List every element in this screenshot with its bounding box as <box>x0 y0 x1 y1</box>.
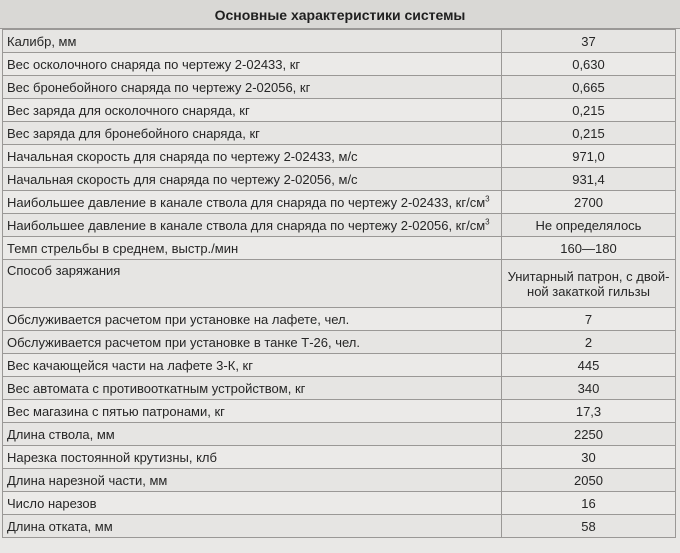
param-text: Наибольшее давление в канале ствола для снаряда по чертежу 2-02056, кг/см <box>7 217 486 233</box>
table-row <box>3 446 676 469</box>
param-cell: Вес автомата с противооткатным устройством, кг <box>3 377 502 400</box>
table-row <box>3 53 676 76</box>
value-cell: 7 <box>502 308 676 331</box>
value-cell: 37 <box>502 30 676 53</box>
value-cell: 0,630 <box>502 53 676 76</box>
value-cell: 2250 <box>502 423 676 446</box>
param-cell: Обслуживается расчетом при установке в танке Т-26, чел. <box>3 331 502 354</box>
param-cell <box>3 214 502 237</box>
table-row <box>3 260 676 308</box>
param-cell: Вес качающейся части на лафете 3-К, кг <box>3 354 502 377</box>
value-cell: 0,665 <box>502 76 676 99</box>
table-row <box>3 469 676 492</box>
param-cell: Вес магазина с пятью патронами, кг <box>3 400 502 423</box>
param-cell: Длина ствола, мм <box>3 423 502 446</box>
param-cell: Нарезка постоянной крутизны, клб <box>3 446 502 469</box>
table-row <box>3 308 676 331</box>
table-row <box>3 377 676 400</box>
value-cell: 971,0 <box>502 145 676 168</box>
table-row <box>3 214 676 237</box>
unit-superscript: 3 <box>485 217 490 227</box>
param-cell: Вес бронебойного снаряда по чертежу 2-02056, кг <box>3 76 502 99</box>
table-row <box>3 99 676 122</box>
value-cell: 445 <box>502 354 676 377</box>
param-text: Наибольшее давление в канале ствола для снаряда по чертежу 2-02433, кг/см <box>7 194 486 210</box>
table-row <box>3 76 676 99</box>
param-cell: Вес заряда для осколочного снаряда, кг <box>3 99 502 122</box>
value-cell: 2700 <box>502 191 676 214</box>
table-row <box>3 237 676 260</box>
table-row <box>3 168 676 191</box>
value-cell: 30 <box>502 446 676 469</box>
value-cell: 931,4 <box>502 168 676 191</box>
param-cell: Число нарезов <box>3 492 502 515</box>
param-cell: Обслуживается расчетом при установке на лафете, чел. <box>3 308 502 331</box>
table-row <box>3 400 676 423</box>
param-cell: Начальная скорость для снаряда по чертежу 2-02056, м/с <box>3 168 502 191</box>
table-row <box>3 191 676 214</box>
param-cell: Темп стрельбы в среднем, выстр./мин <box>3 237 502 260</box>
value-cell: 17,3 <box>502 400 676 423</box>
param-cell: Вес осколочного снаряда по чертежу 2-02433, кг <box>3 53 502 76</box>
value-cell: 2 <box>502 331 676 354</box>
table-row <box>3 145 676 168</box>
value-cell: 160—180 <box>502 237 676 260</box>
value-cell: 16 <box>502 492 676 515</box>
param-cell: Длина нарезной части, мм <box>3 469 502 492</box>
specs-table <box>2 29 676 538</box>
param-cell: Способ заряжания <box>3 260 502 308</box>
table-row <box>3 122 676 145</box>
table-title: Основные характеристики системы <box>0 0 680 29</box>
value-cell: 340 <box>502 377 676 400</box>
value-line-2: ной закаткой гильзы <box>527 283 650 299</box>
param-cell: Вес заряда для бронебойного снаряда, кг <box>3 122 502 145</box>
table-row <box>3 492 676 515</box>
value-cell: 58 <box>502 515 676 538</box>
value-cell <box>502 260 676 308</box>
value-cell: 0,215 <box>502 122 676 145</box>
table-row <box>3 331 676 354</box>
table-row <box>3 354 676 377</box>
value-line-1: Унитарный патрон, с двой- <box>507 268 670 284</box>
table-row <box>3 423 676 446</box>
table-row <box>3 30 676 53</box>
param-cell: Калибр, мм <box>3 30 502 53</box>
param-cell: Длина отката, мм <box>3 515 502 538</box>
value-cell: 2050 <box>502 469 676 492</box>
param-cell: Начальная скорость для снаряда по чертежу 2-02433, м/с <box>3 145 502 168</box>
table-row <box>3 515 676 538</box>
param-cell <box>3 191 502 214</box>
value-cell: Не определялось <box>502 214 676 237</box>
unit-superscript: 3 <box>485 194 490 204</box>
value-cell: 0,215 <box>502 99 676 122</box>
